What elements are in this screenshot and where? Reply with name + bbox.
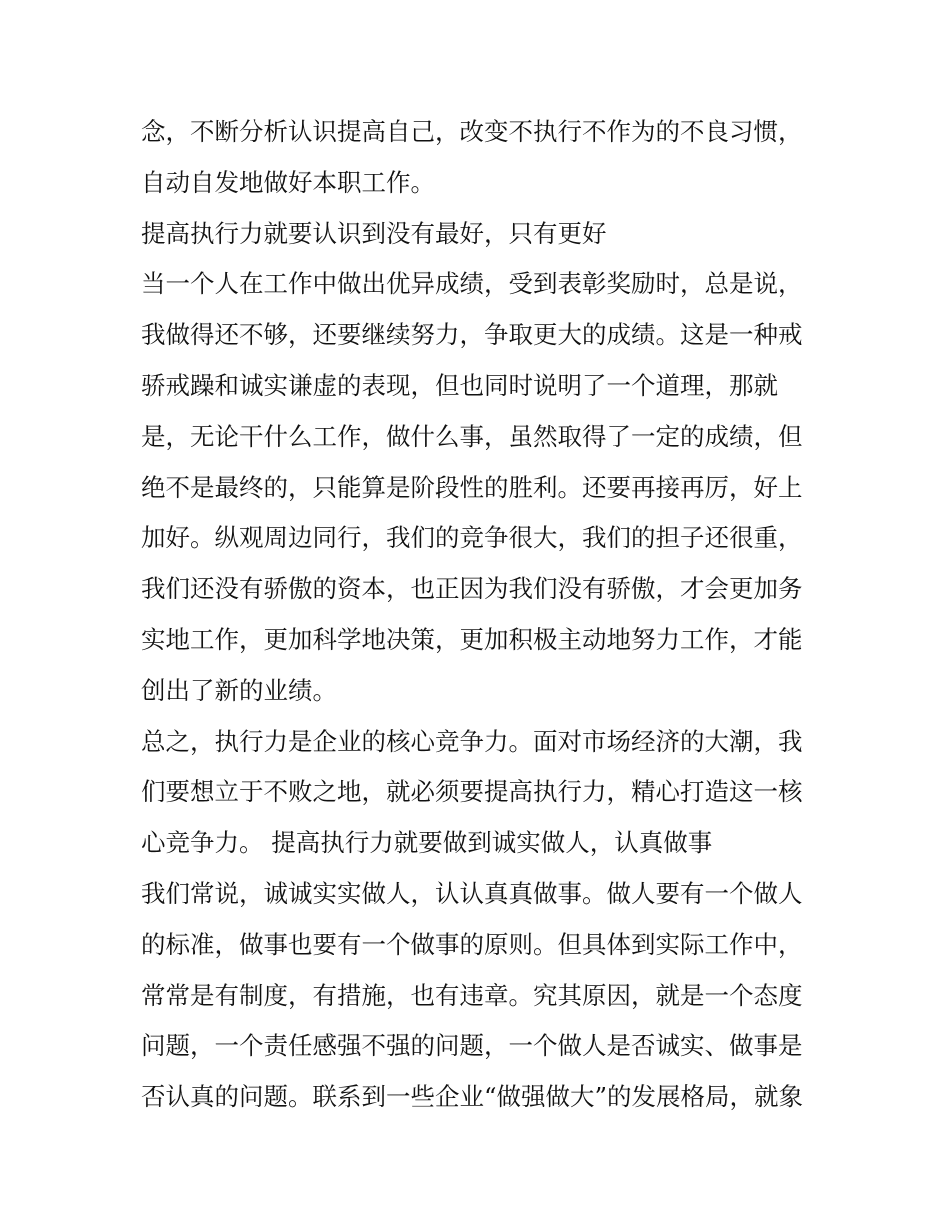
text-line: 的标准，做事也要有一个做事的原则。但具体到实际工作中， <box>141 929 803 959</box>
text-line: 我做得还不够，还要继续努力，争取更大的成绩。这是一种戒 <box>141 320 803 350</box>
text-line: 我们还没有骄傲的资本，也正因为我们没有骄傲，才会更加务 <box>141 574 803 604</box>
text-line: 否认真的问题。联系到一些企业“做强做大”的发展格局，就象 <box>141 1082 804 1112</box>
text-line: 骄戒躁和诚实谦虚的表现，但也同时说明了一个道理，那就 <box>141 370 778 400</box>
text-line: 创出了新的业绩。 <box>141 675 337 705</box>
section-heading: 提高执行力就要认识到没有最好，只有更好 <box>141 218 607 248</box>
text-line: 心竞争力。 提高执行力就要做到诚实做人，认真做事 <box>141 828 713 858</box>
text-line: 问题，一个责任感强不强的问题，一个做人是否诚实、做事是 <box>141 1031 803 1061</box>
text-line: 常常是有制度，有措施，也有违章。究其原因，就是一个态度 <box>141 980 803 1010</box>
text-line: 是，无论干什么工作，做什么事，虽然取得了一定的成绩，但 <box>141 421 803 451</box>
text-line: 当一个人在工作中做出优异成绩，受到表彰奖励时，总是说， <box>141 269 803 299</box>
text-line: 念，不断分析认识提高自己，改变不执行不作为的不良习惯， <box>141 117 803 146</box>
text-line: 实地工作，更加科学地决策，更加积极主动地努力工作，才能 <box>141 624 803 654</box>
text-line: 加好。纵观周边同行，我们的竞争很大，我们的担子还很重， <box>141 523 803 553</box>
document-body <box>141 107 821 1123</box>
text-line: 总之，执行力是企业的核心竞争力。面对市场经济的大潮，我 <box>141 726 803 756</box>
text-line: 自动自发地做好本职工作。 <box>141 167 435 197</box>
text-line: 们要想立于不败之地，就必须要提高执行力，精心打造这一核 <box>141 777 803 807</box>
text-line: 绝不是最终的，只能算是阶段性的胜利。还要再接再厉，好上 <box>141 472 803 502</box>
text-line: 我们常说，诚诚实实做人，认认真真做事。做人要有一个做人 <box>141 878 803 908</box>
